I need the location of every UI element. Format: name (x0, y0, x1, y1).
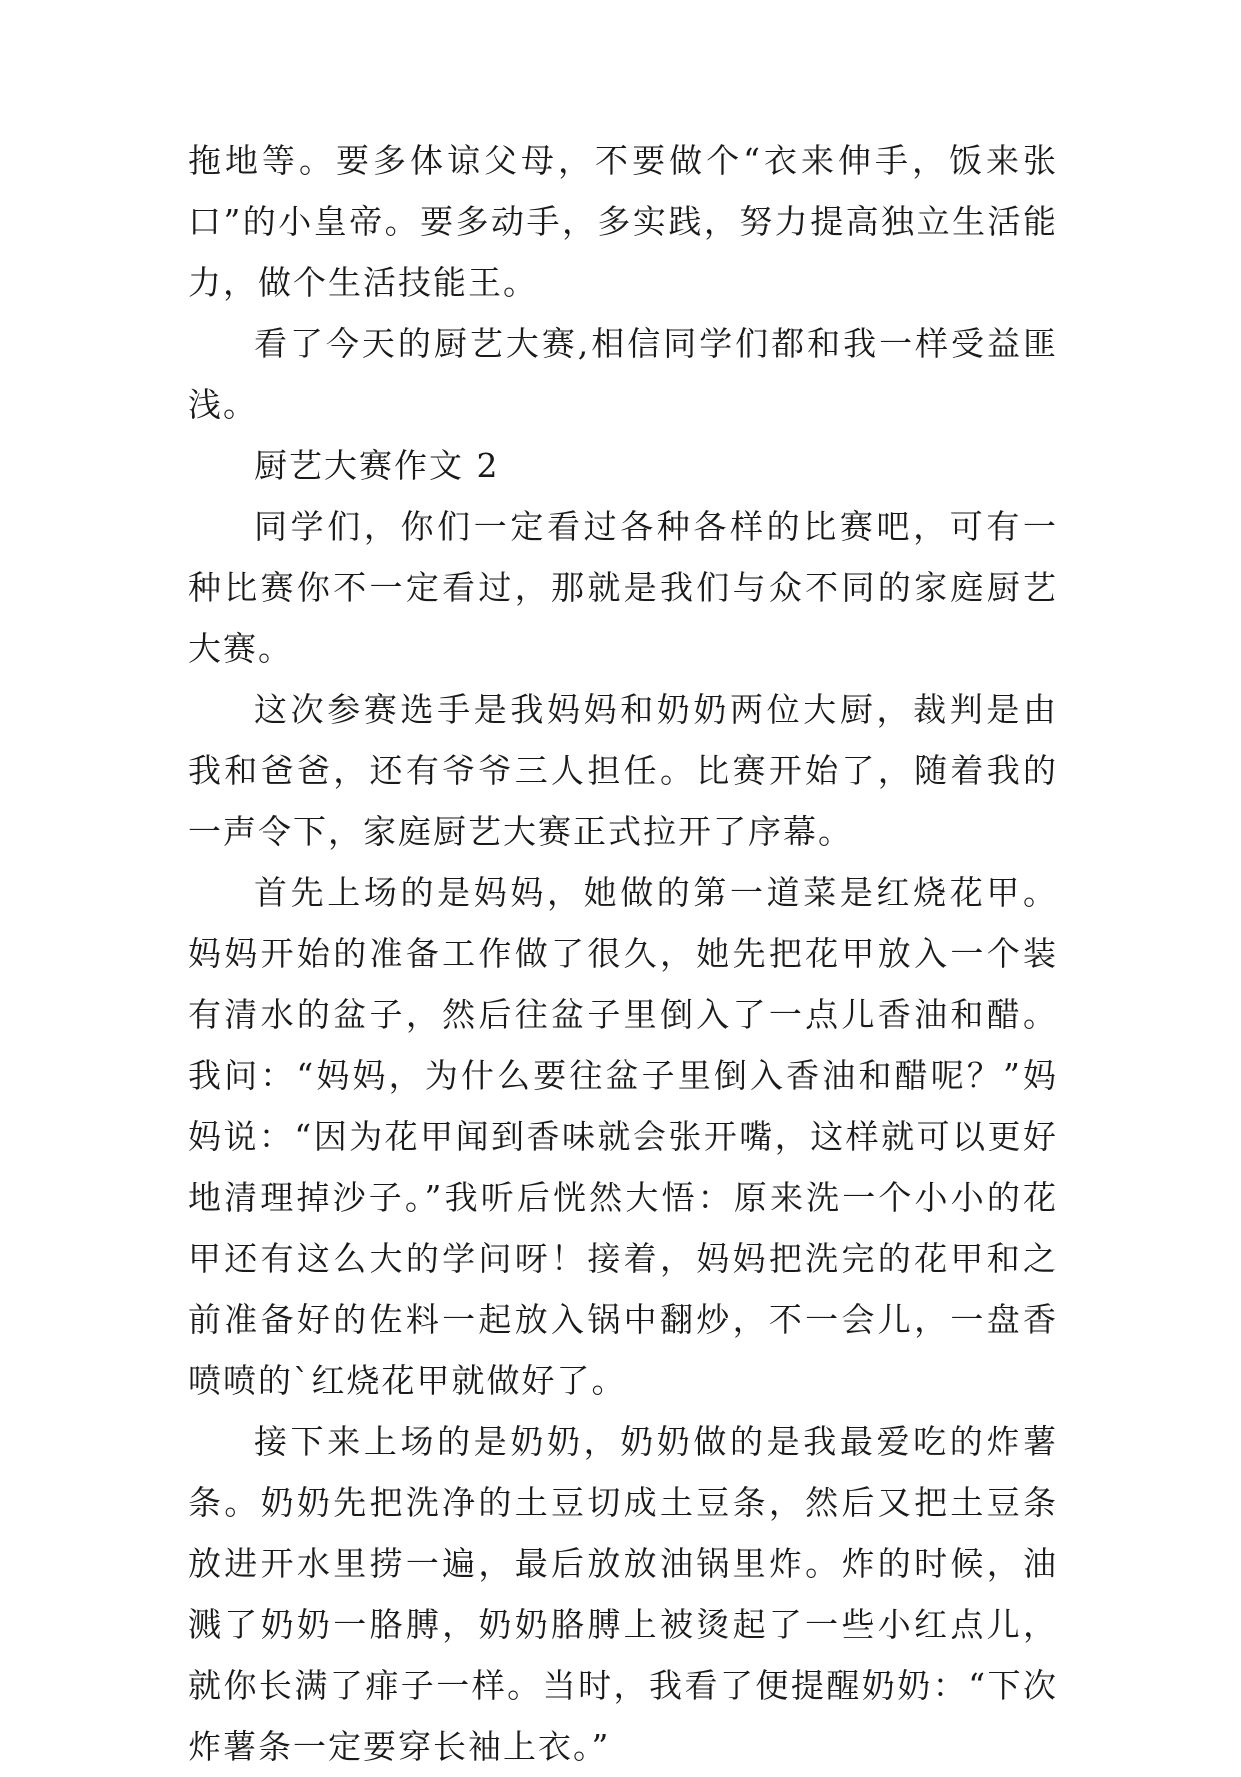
paragraph-continuation: 拖地等。要多体谅父母，不要做个“衣来伸手，饭来张口”的小皇帝。要多动手，多实践，努力提高独立生活能力，做个生活技能王。 (188, 141, 1058, 302)
section-title: 厨艺大赛作文 2 (254, 446, 500, 485)
paragraph-grandmother-dish: 接下来上场的是奶奶，奶奶做的是我最爱吃的炸薯条。奶奶先把洗净的土豆切成土豆条，然后又把土豆条放进开水里捞一遍，最后放放油锅里炸。炸的时候，油溅了奶奶一胳膊，奶奶胳膊上被烫起了一些小红点儿，就你长满了痱子一样。当时，我看了便提醒奶奶：“下次炸薯条一定要穿长袖上衣。” (188, 1422, 1058, 1766)
document-page (188, 130, 1058, 1777)
paragraph-contestants: 这次参赛选手是我妈妈和奶奶两位大厨，裁判是由我和爸爸，还有爷爷三人担任。比赛开始了，随着我的一声令下，家庭厨艺大赛正式拉开了序幕。 (188, 690, 1058, 851)
paragraph-mother-dish: 首先上场的是妈妈，她做的第一道菜是红烧花甲。妈妈开始的准备工作做了很久，她先把花甲放入一个装有清水的盆子，然后往盆子里倒入了一点儿香油和醋。我问：“妈妈，为什么要往盆子里倒入香油和醋呢？”妈妈说：“因为花甲闻到香味就会张开嘴，这样就可以更好地清理掉沙子。”我听后恍然大悟：原来洗一个小小的花甲还有这么大的学问呀！接着，妈妈把洗完的花甲和之前准备好的佐料一起放入锅中翻炒，不一会儿，一盘香喷喷的`红烧花甲就做好了。 (188, 873, 1058, 1400)
paragraph-conclusion: 看了今天的厨艺大赛,相信同学们都和我一样受益匪浅。 (188, 324, 1058, 424)
paragraph-intro: 同学们，你们一定看过各种各样的比赛吧，可有一种比赛你不一定看过，那就是我们与众不同的家庭厨艺大赛。 (188, 507, 1058, 668)
